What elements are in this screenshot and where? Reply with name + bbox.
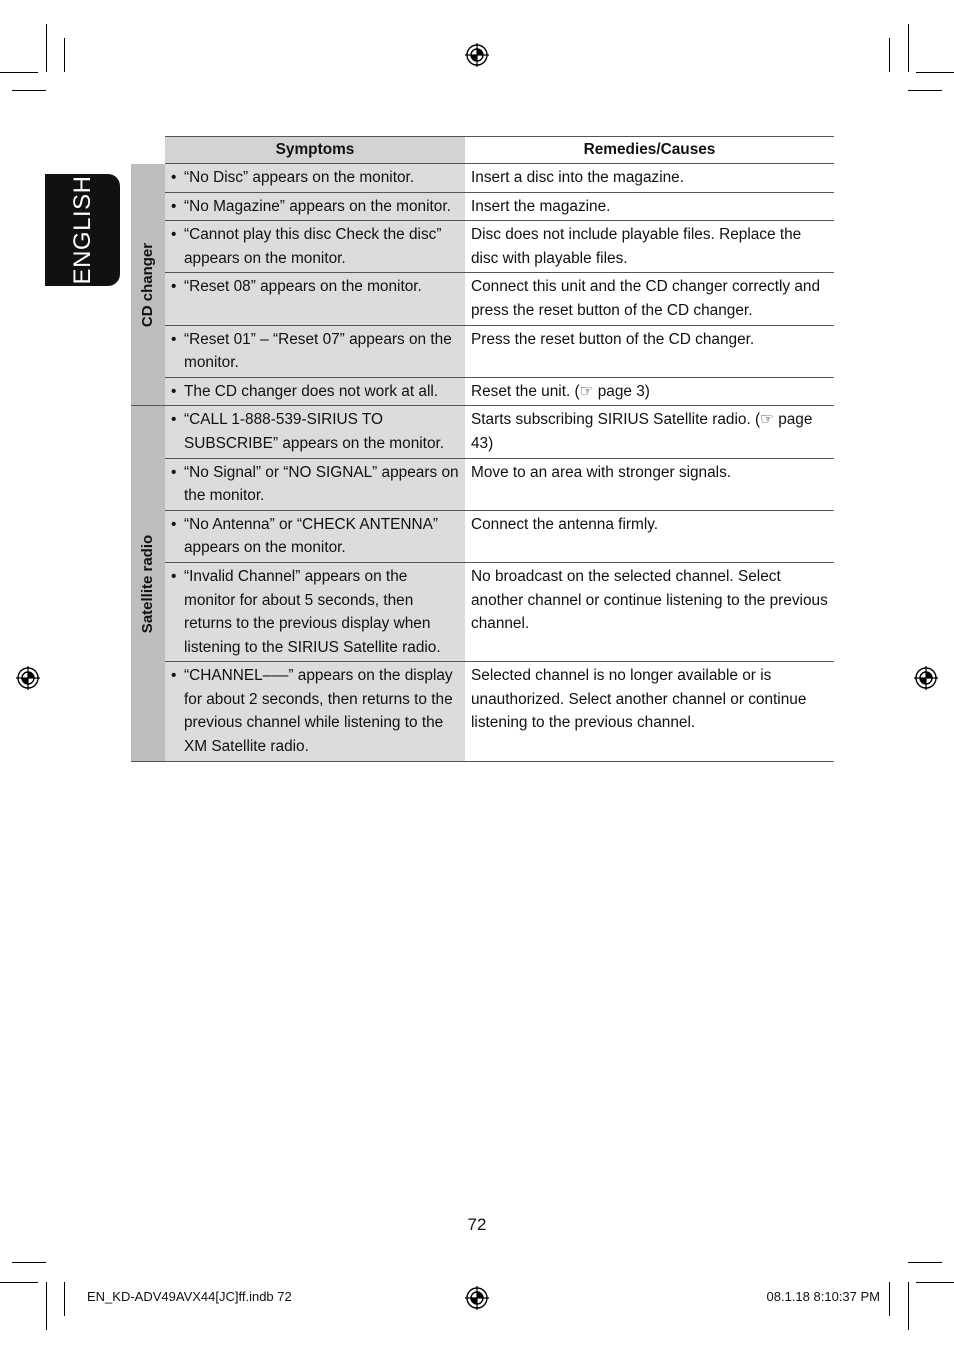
crop-mark (12, 90, 46, 91)
remedy-cell: Insert the magazine. (471, 197, 611, 215)
table-row (165, 326, 834, 378)
group-label-text: Satellite radio (139, 534, 157, 633)
remedy-cell: No broadcast on the selected channel. Select another channel or continue listening to the previous channel. (471, 567, 828, 633)
table-row (165, 378, 834, 406)
table-row (165, 563, 834, 662)
remedy-cell: Connect this unit and the CD changer correctly and press the reset button of the CD changer. (471, 278, 821, 319)
crop-mark (908, 1282, 909, 1330)
symptom-cell: • “Invalid Channel” appears on the monitor for about 5 seconds, then returns to the previous display when listening to the SIRIUS Satellite radio. (165, 563, 465, 661)
symptom-cell: • “Cannot play this disc Check the disc” appears on the monitor. (165, 221, 465, 272)
symptom-cell: • The CD changer does not work at all. (165, 378, 465, 406)
table-row (165, 662, 834, 760)
table-row (165, 164, 834, 193)
crop-mark (64, 1282, 65, 1316)
table-header (165, 136, 834, 164)
table-row (165, 511, 834, 563)
table-row (165, 459, 834, 511)
footer-timestamp: 08.1.18 8:10:37 PM (766, 1289, 880, 1304)
group-cd-changer (131, 164, 834, 406)
crop-mark (908, 24, 909, 72)
crop-mark (908, 1262, 942, 1263)
remedy-cell: Selected channel is no longer available or is unauthorized. Select another channel or continue listening to the previous channel. (471, 667, 807, 732)
remedy-cell: Disc does not include playable files. Replace the disc with playable files. (471, 226, 802, 267)
header-remedies: Remedies/Causes (583, 141, 716, 158)
crop-mark (916, 72, 954, 73)
remedy-cell: Connect the antenna firmly. (471, 515, 659, 533)
troubleshooting-table (131, 136, 834, 762)
symptom-cell: • “No Antenna” or “CHECK ANTENNA” appears on the monitor. (165, 511, 465, 562)
crop-mark (46, 24, 47, 72)
crop-mark (916, 1282, 954, 1283)
group-satellite-radio (131, 406, 834, 761)
crop-mark (0, 1282, 38, 1283)
symptom-cell: • “No Signal” or “NO SIGNAL” appears on the monitor. (165, 459, 465, 510)
crop-mark (64, 38, 65, 72)
crop-mark (46, 1282, 47, 1330)
registration-mark-icon (465, 43, 489, 67)
symptom-cell: • “CHANNEL–––” appears on the display for about 2 seconds, then returns to the previous channel while listening to the XM Satellite radio. (165, 662, 465, 760)
table-row (165, 193, 834, 222)
footer-file: EN_KD-ADV49AVX44[JC]ff.indb 72 (87, 1289, 292, 1304)
symptom-cell: • “Reset 01” – “Reset 07” appears on the monitor. (165, 326, 465, 377)
remedy-cell: Move to an area with stronger signals. (471, 463, 732, 481)
group-label (131, 164, 165, 405)
remedy-cell: Reset the unit. (☞ page 3) (471, 382, 650, 400)
table-row (165, 273, 834, 325)
registration-mark-icon (914, 666, 938, 690)
crop-mark (12, 1262, 46, 1263)
registration-mark-icon (16, 666, 40, 690)
language-tab-label: ENGLISH (68, 175, 96, 285)
page-number: 72 (467, 1215, 487, 1234)
header-symptoms: Symptoms (165, 137, 465, 163)
crop-mark (889, 1282, 890, 1316)
symptom-cell: • “Reset 08” appears on the monitor. (165, 273, 465, 324)
group-label (131, 406, 165, 760)
crop-mark (0, 72, 38, 73)
registration-mark-icon (465, 1286, 489, 1310)
remedy-cell: Starts subscribing SIRIUS Satellite radio. (☞ page 43) (471, 411, 813, 452)
table-row (165, 406, 834, 458)
remedy-cell: Insert a disc into the magazine. (471, 169, 685, 186)
symptom-cell: • “CALL 1-888-539-SIRIUS TO SUBSCRIBE” appears on the monitor. (165, 406, 465, 457)
crop-mark (908, 90, 942, 91)
table-row (165, 221, 834, 273)
language-tab (45, 174, 120, 286)
remedy-cell: Press the reset button of the CD changer. (471, 330, 755, 348)
group-label-text: CD changer (139, 242, 157, 327)
symptom-cell: • “No Magazine” appears on the monitor. (165, 193, 465, 221)
symptom-cell: • “No Disc” appears on the monitor. (165, 164, 465, 192)
crop-mark (889, 38, 890, 72)
